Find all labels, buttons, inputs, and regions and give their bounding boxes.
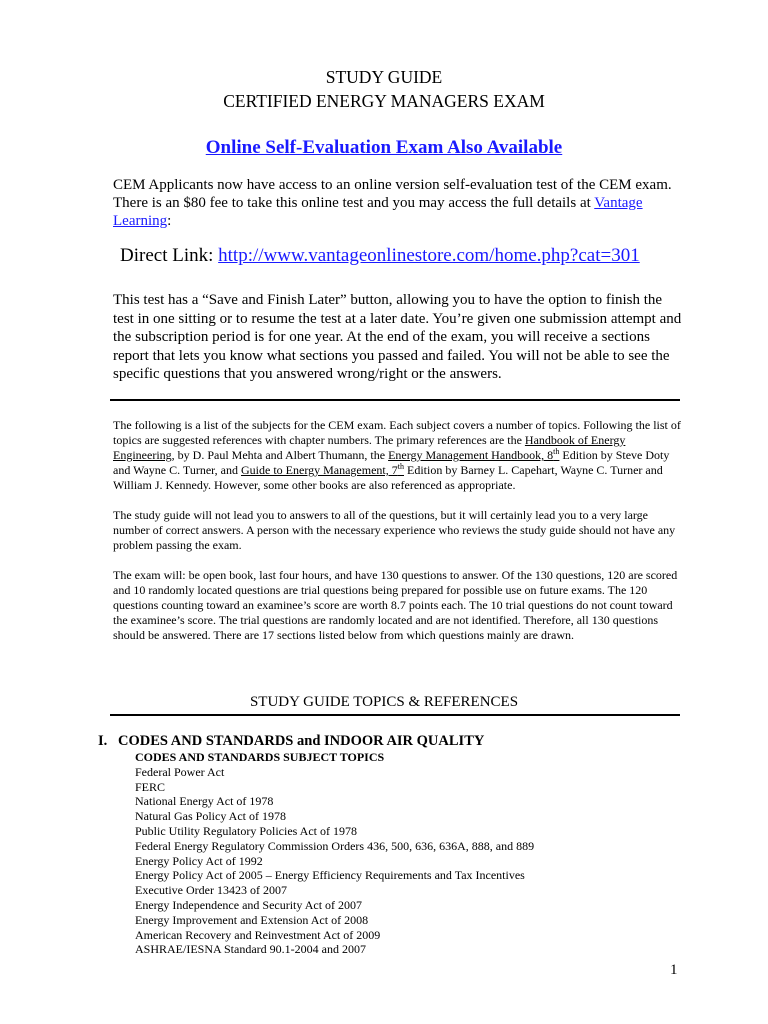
list-item: American Recovery and Reinvestment Act of 2009 xyxy=(135,927,381,942)
subjects-section xyxy=(113,418,681,643)
subject-topics-heading: CODES AND STANDARDS SUBJECT TOPICS xyxy=(135,750,385,764)
section-title: CODES AND STANDARDS and INDOOR AIR QUALITY xyxy=(118,733,485,749)
doc-title-line1: STUDY GUIDE xyxy=(325,67,443,87)
ref-handbook-energy-engineering: Handbook of Energy Engineering xyxy=(113,433,626,462)
save-finish-paragraph: This test has a “Save and Finish Later” button, allowing you to have the option to finish the test in one sitting or to resume the test at a later date. You’re given one submission attempt and the subscription period is for one year. At the end of the exam, you will receive a sections report that lets you know what sections you passed and failed. You will not be able to see the specific questions that you answered wrong/right or the answers. xyxy=(113,292,682,382)
section-1-topics xyxy=(135,750,534,957)
list-item: Natural Gas Policy Act of 1978 xyxy=(135,809,286,824)
topics-heading: STUDY GUIDE TOPICS & REFERENCES xyxy=(249,694,519,710)
direct-link-line xyxy=(120,244,640,268)
list-item: ASHRAE/IESNA Standard 90.1-2004 and 2007 xyxy=(135,942,366,957)
references-paragraph: The following is a list of the subjects for the CEM exam. Each subject covers a number of topics. Following the list of topics are suggested references with chapter numbers. The primary references are the Handbook of Energy Engineering, by D. Paul Mehta and Albert Thumann, the Energy Management Handbook, 8th Edition by Steve Doty and Wayne C. Turner, and Guide to Energy Management, 7th Edition by Barney L. Capehart, Wayne C. Turner and William J. Kennedy. However, some other books are also referenced as appropriate. xyxy=(113,418,681,492)
list-item: FERC xyxy=(135,779,166,794)
intro-paragraph: CEM Applicants now have access to an online version self-evaluation test of the CEM exam. There is an $80 fee to take this online test and you may access the full details at Vantage Learning: xyxy=(113,177,672,229)
list-item: Federal Power Act xyxy=(135,764,225,779)
direct-link-label: Direct Link: xyxy=(120,245,219,266)
ref-guide-energy-management: Guide to Energy Management, 7th xyxy=(241,462,404,477)
online-exam-link[interactable]: Online Self-Evaluation Exam Also Available xyxy=(205,137,563,158)
list-item: Energy Policy Act of 2005 – Energy Efficiency Requirements and Tax Incentives xyxy=(135,868,525,883)
doc-title-line2: CERTIFIED ENERGY MANAGERS EXAM xyxy=(223,91,545,111)
section-1-heading xyxy=(98,733,484,750)
ref-energy-management-handbook: Energy Management Handbook, 8th xyxy=(388,447,560,462)
list-item: National Energy Act of 1978 xyxy=(135,794,274,809)
list-item: Federal Energy Regulatory Commission Orders 436, 500, 636, 636A, 888, and 889 xyxy=(135,838,535,853)
list-item: Energy Independence and Security Act of 2007 xyxy=(135,897,363,912)
list-item: Energy Policy Act of 1992 xyxy=(135,853,263,868)
exam-format-paragraph: The exam will: be open book, last four hours, and have 130 questions to answer. Of the 130 questions, 120 are scored and 10 randomly located questions are trial questions being prepared for possible use on future exams. The 120 questions counting toward an examinee’s score are worth 8.7 points each. The 10 trial questions do not count toward the examinee’s score. The trial questions are randomly located and are not identified. Therefore, all 130 questions should be answered. There are 17 sections listed below from which questions mainly are drawn. xyxy=(113,568,678,642)
page-number: 1 xyxy=(670,962,678,978)
direct-link-url[interactable]: http://www.vantageonlinestore.com/home.php?cat=301 xyxy=(218,245,640,266)
vantage-learning-link[interactable]: Vantage Learning xyxy=(113,195,643,229)
section-number: I. xyxy=(98,733,108,749)
list-item: Public Utility Regulatory Policies Act of 1978 xyxy=(135,823,357,838)
study-guide-paragraph: The study guide will not lead you to answers to all of the questions, but it will certainly lead you to a very large number of correct answers. A person with the necessary experience who reviews the study guide should not have any problem passing the exam. xyxy=(113,508,676,552)
divider-topics xyxy=(110,714,680,716)
list-item: Energy Improvement and Extension Act of 2008 xyxy=(135,912,369,927)
list-item: Executive Order 13423 of 2007 xyxy=(135,883,287,898)
divider-top xyxy=(110,399,680,401)
